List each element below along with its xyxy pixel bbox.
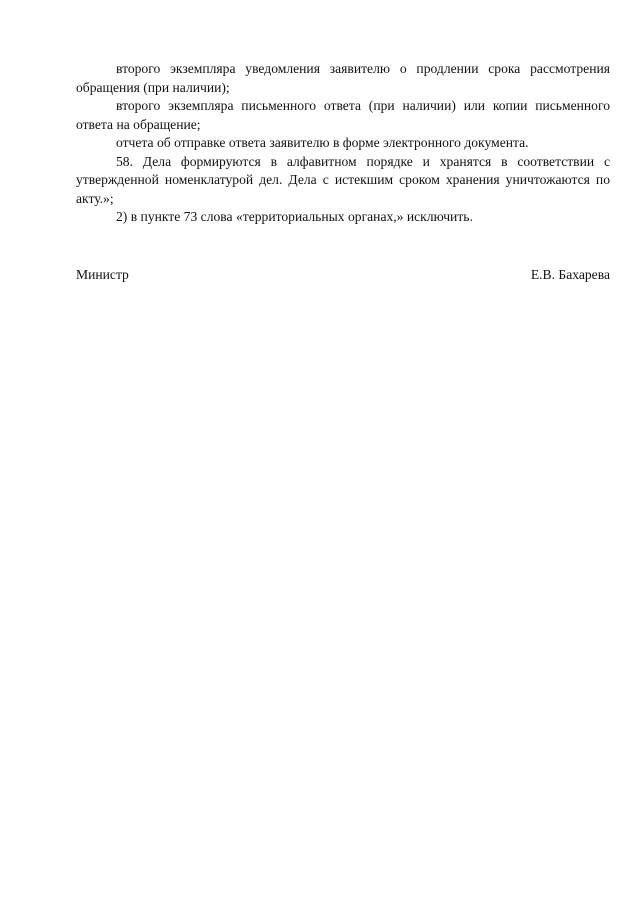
signatory-position: Министр [76, 267, 129, 282]
paragraph-clause-58: 58. Дела формируются в алфавитном порядке и хранятся в соответствии с утвержденной номенклатурой дел. Дела с истекшим сроком хранения уничтожаются по акту.»; [76, 153, 610, 206]
paragraph-clause-73: 2) в пункте 73 слова «территориальных органах,» исключить. [116, 209, 473, 224]
paragraph-written-answer: второго экземпляра письменного ответа (при наличии) или копии письменного ответа на обращение; [76, 98, 610, 132]
signature-block [76, 266, 610, 285]
signatory-name: Е.В. Бахарева [530, 267, 610, 282]
paragraph-notice-extension: второго экземпляра уведомления заявителю о продлении срока рассмотрения обращения (при наличии); [76, 61, 610, 95]
paragraph-electronic-report: отчета об отправке ответа заявителю в форме электронного документа. [116, 135, 529, 150]
document-body [76, 60, 610, 227]
